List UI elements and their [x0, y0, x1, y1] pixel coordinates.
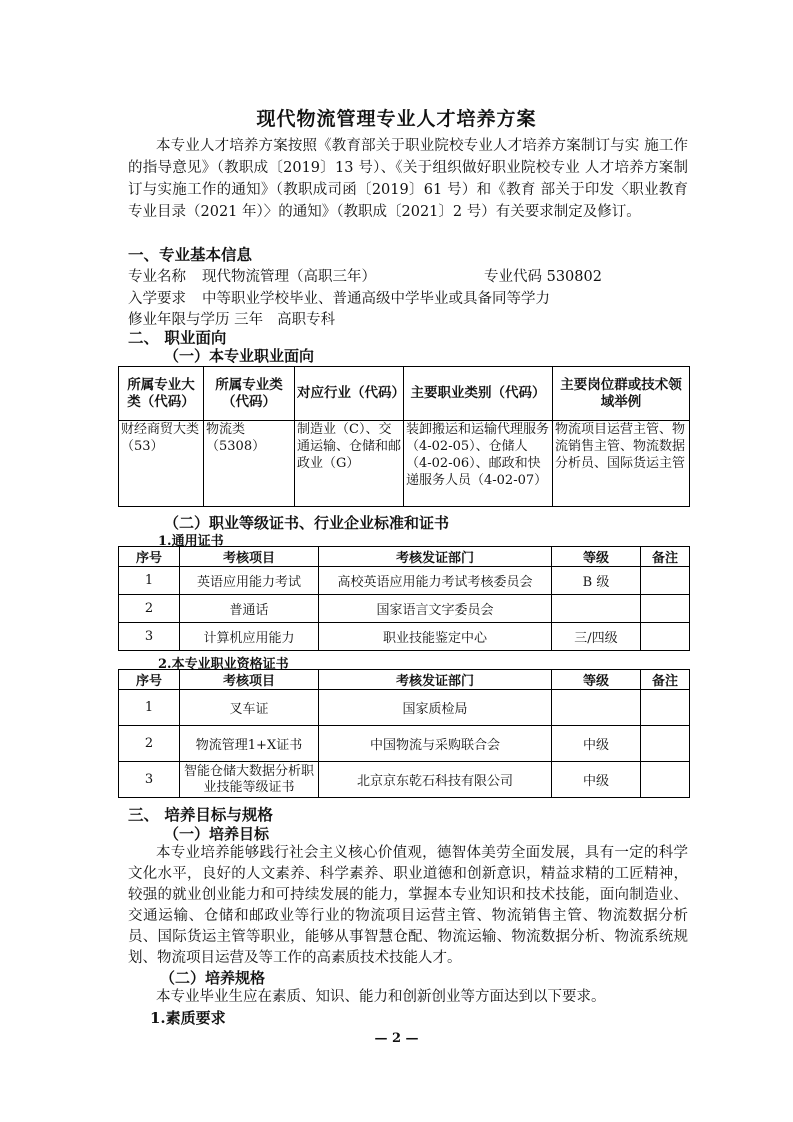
spec-paragraph: 本专业毕业生应在素质、知识、能力和创新创业等方面达到以下要求。 — [156, 989, 606, 1005]
cell-index: 3 — [119, 623, 180, 651]
career-header-cell: 所属专业大类（代码） — [119, 367, 204, 421]
cell-note — [641, 623, 690, 651]
header-cell: 备注 — [641, 547, 690, 567]
major-code-label: 专业代码 — [484, 269, 542, 285]
admission-row — [128, 287, 550, 308]
header-cell: 考核项目 — [180, 670, 319, 690]
intro-paragraph: 本专业人才培养方案按照《教育部关于职业院校专业人才培养方案制订与实 施工作的指导意见》（教职成〔2019〕13 号）、《关于组织做好职业院校专业 人才培养方案制订与实施工作的通知》（教职成司函〔2019〕61 号）和《教育 部关于印发〈职业教育专业目录（2021 年）〉的通知》（教职成〔2021〕2 号）有关要求制定及修订。 — [128, 138, 688, 220]
admission-value: 中等职业学校毕业、普通高级中学毕业或具备同等学力 — [202, 291, 550, 307]
career-header-cell: 所属专业类（代码） — [204, 367, 295, 421]
cell-note — [641, 762, 690, 798]
cell-note — [641, 567, 690, 595]
section3-sub3: 1.素质要求 — [150, 1009, 226, 1027]
major-code-value: 530802 — [546, 269, 602, 285]
major-name-label: 专业名称 — [128, 269, 186, 285]
table-row — [119, 726, 690, 762]
cell-item: 智能仓储大数据分析职业技能等级证书 — [180, 762, 319, 798]
table-row — [119, 623, 690, 651]
cell-dept: 职业技能鉴定中心 — [319, 623, 552, 651]
career-header-cell: 主要岗位群或技术领域举例 — [553, 367, 690, 421]
general-cert-table — [118, 546, 690, 651]
cell-index: 2 — [119, 595, 180, 623]
header-cell: 等级 — [552, 670, 641, 690]
cell-level: B 级 — [552, 567, 641, 595]
cell-dept: 中国物流与采购联合会 — [319, 726, 552, 762]
header-cell: 备注 — [641, 670, 690, 690]
duration-value: 三年 — [234, 312, 264, 328]
section1-heading: 一、专业基本信息 — [128, 245, 253, 264]
page-title: 现代物流管理专业人才培养方案 — [256, 108, 537, 130]
duration-label: 修业年限与学历 — [128, 312, 230, 328]
major-cert-header — [119, 670, 690, 690]
cell-dept: 国家质检局 — [319, 690, 552, 726]
career-cell-positions: 物流项目运营主管、物流销售主管、物流数据分析员、国际货运主管 — [553, 421, 690, 507]
cell-item: 物流管理1+X证书 — [180, 726, 319, 762]
cell-level — [552, 595, 641, 623]
cell-dept: 北京京东乾石科技有限公司 — [319, 762, 552, 798]
table-row — [119, 762, 690, 798]
career-table — [118, 366, 690, 507]
section2-sub1: （一）本专业职业面向 — [164, 347, 315, 365]
cell-dept: 高校英语应用能力考试考核委员会 — [319, 567, 552, 595]
cell-note — [641, 690, 690, 726]
header-cell: 序号 — [119, 547, 180, 567]
major-cert-table — [118, 669, 690, 798]
admission-label: 入学要求 — [128, 291, 186, 307]
general-cert-header — [119, 547, 690, 567]
section3-sub1: （一）培养目标 — [164, 825, 270, 843]
major-cert-heading: 2.本专业职业资格证书 — [158, 657, 289, 672]
header-cell: 考核发证部门 — [319, 547, 552, 567]
section2-sub2: （二）职业等级证书、行业企业标准和证书 — [164, 514, 450, 532]
general-cert-heading: 1.通用证书 — [158, 534, 224, 549]
cell-level — [552, 690, 641, 726]
cell-index: 3 — [119, 762, 180, 798]
cell-note — [641, 726, 690, 762]
header-cell: 等级 — [552, 547, 641, 567]
table-row — [119, 595, 690, 623]
cell-level: 中级 — [552, 762, 641, 798]
cell-note — [641, 595, 690, 623]
career-cell-class: 物流类（5308） — [204, 421, 295, 507]
table-row — [119, 567, 690, 595]
cell-dept: 国家语言文字委员会 — [319, 595, 552, 623]
section3-sub2: （二）培养规格 — [160, 969, 266, 987]
cell-level: 三/四级 — [552, 623, 641, 651]
header-cell: 考核发证部门 — [319, 670, 552, 690]
cell-index: 1 — [119, 567, 180, 595]
career-header-cell: 对应行业（代码） — [295, 367, 404, 421]
cell-level: 中级 — [552, 726, 641, 762]
header-cell: 序号 — [119, 670, 180, 690]
cell-item: 普通话 — [180, 595, 319, 623]
career-cell-industry: 制造业（C）、交通运输、仓储和邮政业（G） — [295, 421, 404, 507]
page-number: — 2 — — [374, 1031, 419, 1046]
section3-heading: 三、 培养目标与规格 — [128, 805, 273, 824]
career-header-cell: 主要职业类别（代码） — [404, 367, 553, 421]
cell-index: 2 — [119, 726, 180, 762]
cell-item: 叉车证 — [180, 690, 319, 726]
table-row — [119, 690, 690, 726]
major-code-row — [484, 265, 602, 286]
goal-paragraph: 本专业培养能够践行社会主义核心价值观，德智体美劳全面发展，具有一定的科学文化水平，良好的人文素养、科学素养、职业道德和创新意识，精益求精的工匠精神，较强的就业创业能力和可持续发展的能力，掌握本专业知识和技术技能，面向制造业、交通运输、仓储和邮政业等行业的物流项目运营主管、物流销售主管、物流数据分析员、国际货运主管等职业，能够从事智慧仓配、物流运输、物流数据分析、物流系统规划、物流项目运营及等工作的高素质技术技能人才。 — [128, 845, 688, 966]
header-cell: 考核项目 — [180, 547, 319, 567]
table-row — [119, 421, 690, 507]
major-name-value: 现代物流管理（高职三年） — [202, 269, 376, 285]
cell-index: 1 — [119, 690, 180, 726]
career-cell-category: 财经商贸大类（53） — [119, 421, 204, 507]
section2-heading: 二、 职业面向 — [128, 328, 227, 347]
cell-item: 英语应用能力考试 — [180, 567, 319, 595]
major-name-row — [128, 265, 376, 286]
career-table-header — [119, 367, 690, 421]
degree-value: 高职专科 — [277, 312, 336, 328]
cell-item: 计算机应用能力 — [180, 623, 319, 651]
career-cell-occupation: 装卸搬运和运输代理服务（4-02-05）、仓储人（4-02-06）、邮政和快递服务人员（4-02-07） — [404, 421, 553, 507]
